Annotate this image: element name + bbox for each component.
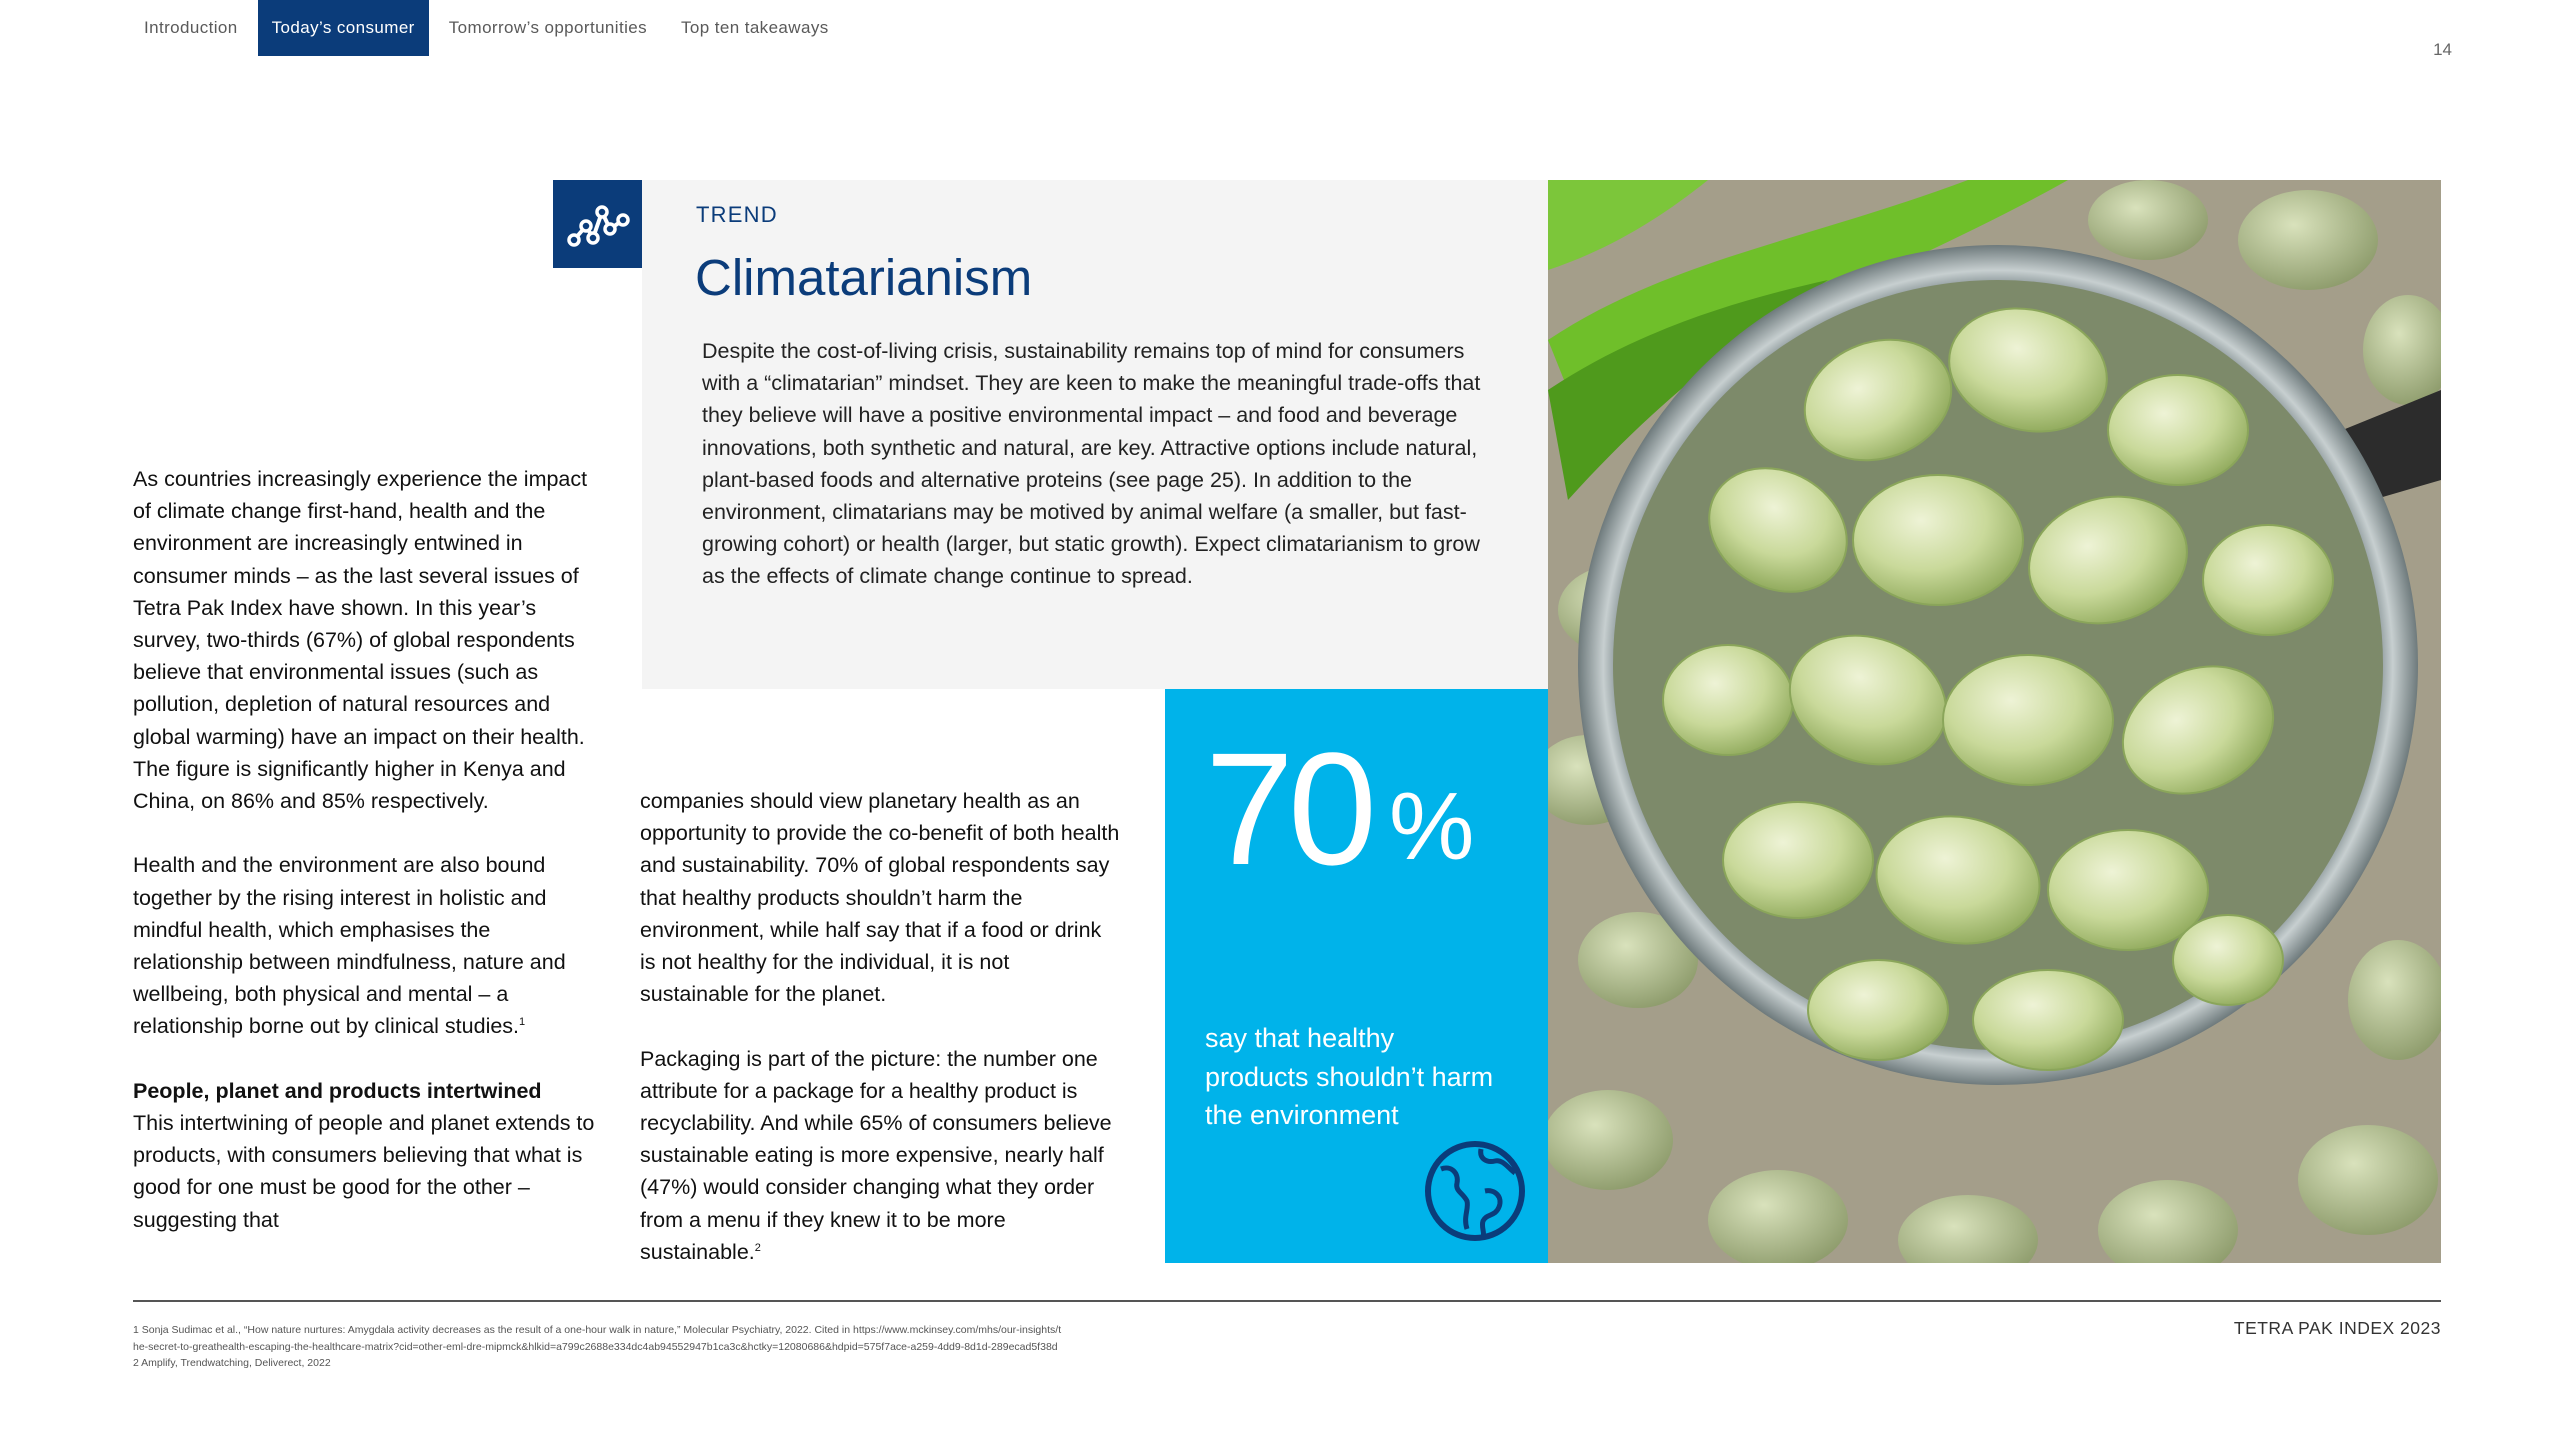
paragraph-text: As countries increasingly experience the impact of climate change first-hand, health and the environment are increasingly entwined in consumer minds – as the last several issues of Tetra Pak Index have shown. In this year’s survey, two-thirds (67%) of global respondents believe that environmental issues (such as pollution, depletion of natural resources and global warming) have an impact on their health. The figure is significantly higher in Kenya and China, on 86% and 85% respectively. bbox=[133, 467, 588, 814]
tab-tomorrows-opportunities[interactable]: Tomorrow’s opportunities bbox=[448, 18, 648, 37]
stat-number: 70 bbox=[1205, 719, 1371, 898]
footnote-ref[interactable]: 2 bbox=[754, 1241, 761, 1254]
paragraph-text: Health and the environment are also bound together by the rising interest in holistic and mindful health, which emphasises the relationship between mindfulness, nature and wellbeing, both physical and mental – a relationship borne out by clinical studies. bbox=[133, 853, 566, 1039]
brand-footer: TETRA PAK INDEX 2023 bbox=[2233, 1318, 2441, 1338]
globe-icon bbox=[1423, 1139, 1527, 1248]
stat-callout bbox=[1165, 689, 1548, 1263]
trend-body: Despite the cost-of-living crisis, sustainability remains top of mind for consumers with a “climatarian” mindset. They are keen to make the meaningful trade-offs that they believe will have a positive environmental impact – and food and beverage innovations, both synthetic and natural, are key. Attractive options include natural, plant-based foods and alternative proteins (see page 25). In addition to the environment, climatarians may be motived by animal welfare (a smaller, but fast-growing cohort) or health (larger, but static growth). Expect climatarianism to grow as the effects of climate change continue to spread. bbox=[702, 339, 1481, 589]
paragraph bbox=[133, 849, 603, 1042]
stat-unit: % bbox=[1389, 773, 1475, 880]
paragraph bbox=[640, 1043, 1120, 1268]
top-nav bbox=[130, 0, 849, 56]
trend-title: Climatarianism bbox=[695, 249, 1033, 306]
body-column-1 bbox=[133, 463, 603, 1268]
tab-top-ten-takeaways[interactable]: Top ten takeaways bbox=[681, 18, 829, 37]
paragraph-text: This intertwining of people and planet extends to products, with consumers believing that what is good for one must be good for the other – suggesting that bbox=[133, 1111, 595, 1232]
footnote-2: 2 Amplify, Trendwatching, Deliverect, 2022 bbox=[133, 1357, 331, 1369]
trend-network-icon bbox=[553, 180, 642, 268]
footnote-ref[interactable]: 1 bbox=[519, 1016, 526, 1029]
tab-introduction[interactable]: Introduction bbox=[144, 18, 238, 37]
footer-divider bbox=[133, 1300, 2441, 1302]
broad-beans-photo bbox=[1548, 180, 2441, 1263]
paragraph bbox=[133, 1075, 603, 1236]
page-number: 14 bbox=[2433, 40, 2452, 59]
stat-text: say that healthy products shouldn’t harm the environment bbox=[1205, 1023, 1494, 1130]
paragraph bbox=[133, 463, 603, 817]
paragraph-text: companies should view planetary health as an opportunity to provide the co-benefit of both health and sustainability. 70% of global respondents say that healthy products shouldn’t harm the environment, while half say that if a food or drink is not healthy for the individual, it is not sustainable for the planet. bbox=[640, 789, 1120, 1007]
footnotes bbox=[133, 1322, 1063, 1372]
paragraph bbox=[640, 785, 1120, 1010]
tab-todays-consumer[interactable]: Today’s consumer bbox=[258, 0, 429, 56]
body-column-2 bbox=[640, 785, 1120, 1300]
footnote-1: 1 Sonja Sudimac et al., “How nature nurtures: Amygdala activity decreases as the result of a one-hour walk in nature,” Molecular Psychiatry, 2022. Cited in https://www.mckinsey.com/mhs/our-insights/the-secret-to-greathealth-escaping-the-healthcare-matrix?cid=other-eml-dre-mipmck&hlkid=a799c2688e334dc4ab94552947b1ca3c&hctky=12080686&hdpid=575f7ace-a259-4dd9-8d1d-289ecad5f38d bbox=[133, 1324, 1062, 1353]
trend-label: TREND bbox=[696, 202, 778, 227]
paragraph-text: Packaging is part of the picture: the number one attribute for a package for a healthy product is recyclability. And while 65% of consumers believe sustainable eating is more expensive, nearly half (47%) would consider changing what they order from a menu if they knew it to be more sustainable. bbox=[640, 1046, 1112, 1264]
subheading: People, planet and products intertwined bbox=[133, 1078, 542, 1103]
